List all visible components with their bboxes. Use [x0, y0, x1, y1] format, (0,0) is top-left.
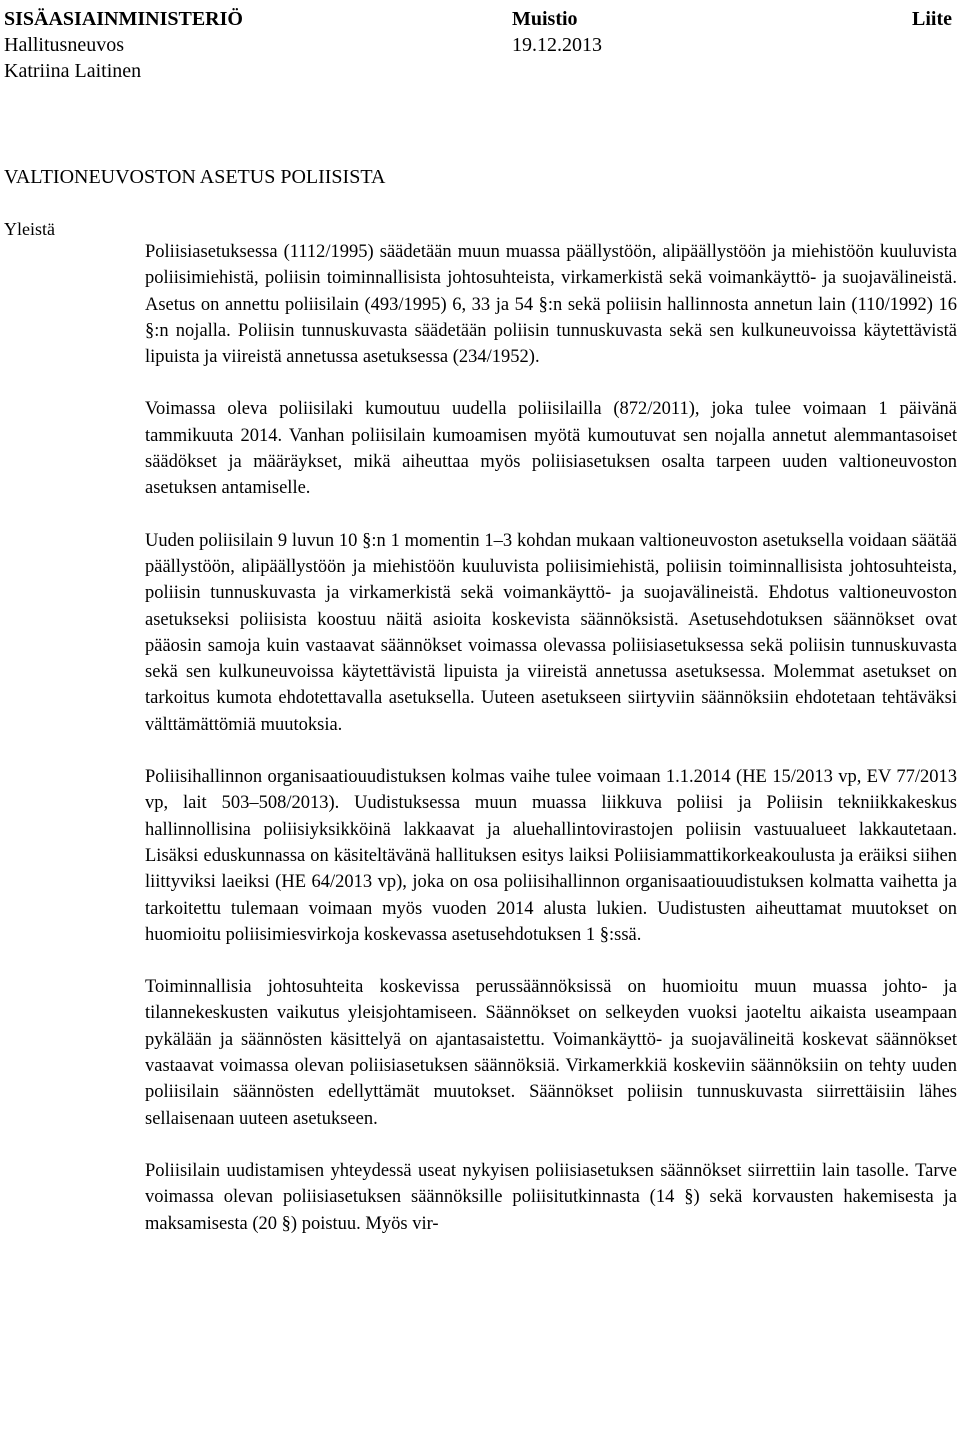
document-date: 19.12.2013 — [512, 34, 602, 56]
document-header — [4, 6, 956, 84]
paragraph: Uuden poliisilain 9 luvun 10 §:n 1 momentin 1–3 kohdan mukaan valtioneuvoston asetuksella voidaan säätää päällystöön, alipäällystöön ja miehistöön kuuluvista poliisimiehistä, poliisin toiminnallisista johtosuhteista, poliisin tunnuskuvasta ja virkamerkistä sekä voimankäyttö- ja suojavälineistä. Ehdotus valtioneuvoston asetukseksi poliisista koostuu näitä asioita koskevista säännöksistä. Asetusehdotuksen säännökset ovat pääosin samoja kuin vastaavat säännökset voimassa olevassa poliisiasetuksessa sekä poliisin tunnuskuvasta sekä sen kulkuneuvoissa käytettävistä lipuista ja viireistä annetussa asetuksessa. Molemmat asetukset on tarkoitus kumota ehdotettavalla asetuksella. Uuteen asetukseen siirtyviin säännöksiin ehdotetaan tehtäväksi välttämättömiä muutoksia. — [145, 530, 957, 735]
document-title: VALTIONEUVOSTON ASETUS POLIISISTA — [4, 166, 386, 188]
attachment-label: Liite — [912, 8, 952, 30]
author-title: Hallitusneuvos — [4, 34, 124, 56]
header-row-2 — [4, 32, 956, 58]
header-row-3 — [4, 58, 956, 84]
header-row-1 — [4, 6, 956, 32]
paragraph: Poliisihallinnon organisaatiouudistuksen kolmas vaihe tulee voimaan 1.1.2014 (HE 15/2013 vp, EV 77/2013 vp, lait 503–508/2013). Uudistuksessa muun muassa liikkuva poliisi ja Poliisin tekniikkakeskus hallinnollisina poliisiyksikköinä lakkaavat ja aluehallintovirastojen poliisin vastuualueet lakkautetaan. Lisäksi eduskunnassa on käsiteltävänä hallituksen esitys laiksi Poliisiammattikorkeakoulusta ja eräiksi siihen liittyviksi laeiksi (HE 64/2013 vp), joka on osa poliisihallinnon organisaatiouudistuksen kolmatta vaihetta ja tarkoitettu tulemaan voimaan myös vuoden 2014 alusta lukien. Uudistusten aiheuttamat muutokset on huomioitu poliisimiesvirkoja koskevassa asetusehdotuksen 1 §:ssä. — [145, 767, 957, 945]
author-name: Katriina Laitinen — [4, 60, 142, 82]
paragraph: Poliisilain uudistamisen yhteydessä useat nykyisen poliisiasetuksen säännökset siirrettiin lain tasolle. Tarve voimassa olevan poliisiasetuksen säännöksille poliisitutkinnasta (14 §) sekä korvausten hakemisesta ja maksamisesta (20 §) poistuu. Myös vir- — [145, 1160, 957, 1234]
ministry-name: SISÄASIAINMINISTERIÖ — [4, 8, 243, 30]
section-heading: Yleistä — [4, 219, 55, 239]
body-text — [145, 239, 957, 1263]
paragraph: Voimassa oleva poliisilaki kumoutuu uudella poliisilailla (872/2011), joka tulee voimaan 1 päivänä tammikuuta 2014. Vanhan poliisilain kumoamisen myötä kumoutuvat sen nojalla annetut alemmantasoiset säädökset ja määräykset, mikä aiheuttaa myös poliisiasetuksen osalta tarpeen uuden valtioneuvoston asetuksen antamiselle. — [145, 399, 957, 499]
paragraph: Poliisiasetuksessa (1112/1995) säädetään muun muassa päällystöön, alipäällystöön ja miehistöön kuuluvista poliisimiehistä, poliisin toiminnallisista johtosuhteista, virkamerkistä sekä voimankäyttö- ja suojavälineistä. Asetus on annettu poliisilain (493/1995) 6, 33 ja 54 §:n sekä poliisin hallinnosta annetun lain (110/1992) 16 §:n nojalla. Poliisin tunnuskuvasta säädetään poliisin tunnuskuvasta sekä sen kulkuneuvoissa käytettävistä lipuista ja viireistä annetussa asetuksessa (234/1952). — [145, 242, 957, 368]
document-type: Muistio — [512, 8, 578, 30]
paragraph: Toiminnallisia johtosuhteita koskevissa perussäännöksissä on huomioitu muun muassa johto- ja tilannekeskusten vaikutus yleisjohtamiseen. Säännökset on selkeyden vuoksi jaoteltu aikaista useampaan pykälään ja säännösten käsittelyä on ajantasaistettu. Voimankäyttö- ja suojavälineitä koskevat säännökset vastaavat voimassa olevan poliisiasetuksen säännöksiä. Virkamerkkiä koskeviin säännöksiin on tehty uuden poliisilain säännösten edellyttämät muutokset. Säännökset poliisin tunnuskuvasta siirrettäisiin lähes sellaisenaan uuteen asetukseen. — [145, 977, 957, 1129]
